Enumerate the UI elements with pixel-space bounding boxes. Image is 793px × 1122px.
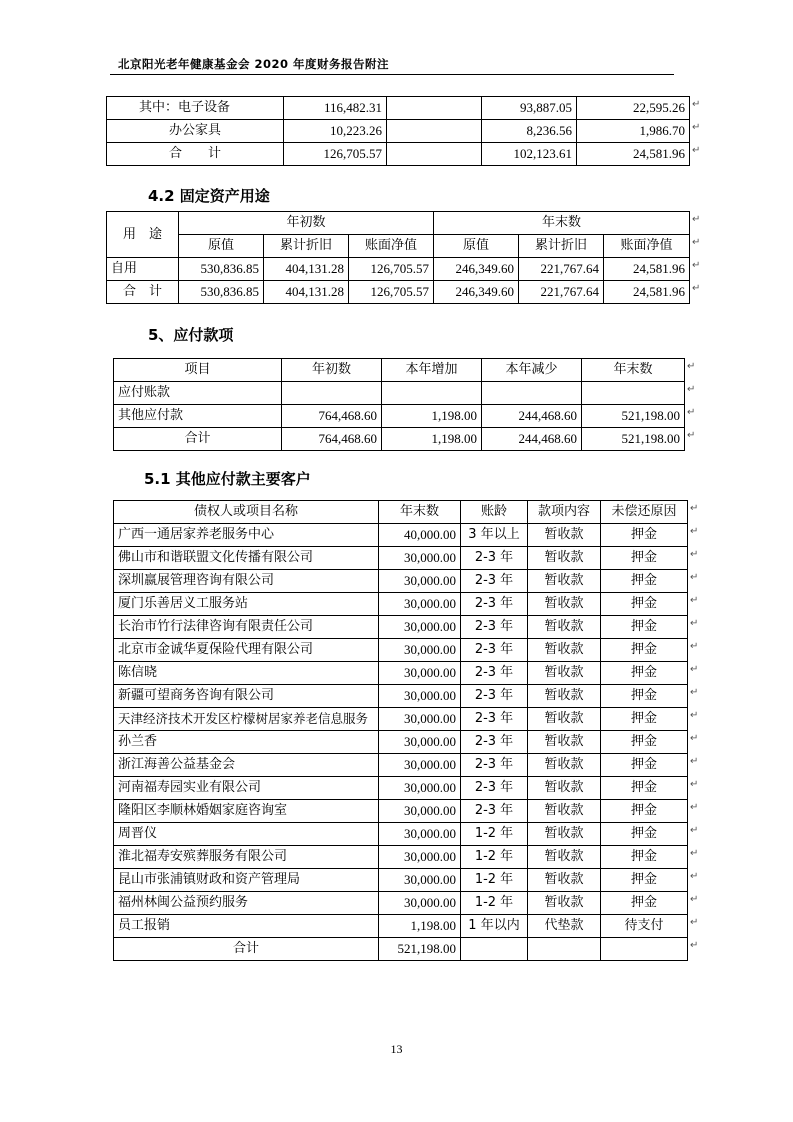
creditor-name: 孙兰香	[114, 731, 379, 754]
reason-cell: 押金	[601, 800, 688, 823]
aging-cell: 3 年以上	[461, 524, 528, 547]
row-end-mark: ↵	[690, 502, 699, 514]
amount-cell: 30,000.00	[379, 662, 461, 685]
row-end-mark: ↵	[692, 121, 701, 133]
content-cell: 暂收款	[528, 708, 601, 731]
aging-cell: 1-2 年	[461, 846, 528, 869]
row-label: 合 计	[107, 281, 179, 304]
aging-cell: 2-3 年	[461, 685, 528, 708]
column-header: 本年增加	[382, 359, 482, 382]
row-end-mark: ↵	[692, 236, 701, 248]
reason-cell: 押金	[601, 570, 688, 593]
creditor-name: 佛山市和谐联盟文化传播有限公司	[114, 547, 379, 570]
beginning-group-header: 年初数	[179, 212, 434, 235]
table-row	[107, 258, 690, 281]
amount-cell: 1,986.70	[577, 120, 690, 143]
aging-cell: 2-3 年	[461, 662, 528, 685]
row-end-mark: ↵	[690, 525, 699, 537]
reason-cell: 押金	[601, 616, 688, 639]
content-cell: 代垫款	[528, 915, 601, 938]
aging-cell: 2-3 年	[461, 708, 528, 731]
content-cell: 暂收款	[528, 869, 601, 892]
reason-cell: 押金	[601, 685, 688, 708]
amount-cell: 30,000.00	[379, 754, 461, 777]
amount-cell: 1,198.00	[382, 405, 482, 428]
amount-cell: 93,887.05	[482, 97, 577, 120]
amount-cell: 30,000.00	[379, 846, 461, 869]
row-end-mark: ↵	[690, 870, 699, 882]
row-end-mark: ↵	[692, 259, 701, 271]
amount-cell: 102,123.61	[482, 143, 577, 166]
amount-cell: 40,000.00	[379, 524, 461, 547]
aging-cell: 2-3 年	[461, 800, 528, 823]
row-end-mark: ↵	[687, 429, 696, 441]
row-label: 其他应付款	[114, 405, 282, 428]
aging-cell: 1-2 年	[461, 823, 528, 846]
table-row	[114, 685, 688, 708]
content-cell: 暂收款	[528, 616, 601, 639]
row-end-mark: ↵	[687, 406, 696, 418]
table-row	[107, 97, 690, 120]
aging-cell: 2-3 年	[461, 754, 528, 777]
table-row	[107, 143, 690, 166]
content-cell: 暂收款	[528, 892, 601, 915]
aging-cell	[461, 938, 528, 961]
amount-cell: 30,000.00	[379, 570, 461, 593]
row-label: 自用	[107, 258, 179, 281]
column-header: 原值	[179, 235, 264, 258]
reason-cell: 押金	[601, 524, 688, 547]
reason-cell: 押金	[601, 846, 688, 869]
column-header: 款项内容	[528, 501, 601, 524]
table-row	[114, 662, 688, 685]
reason-cell: 押金	[601, 662, 688, 685]
creditor-name: 合计	[114, 938, 379, 961]
table-header-row	[107, 235, 690, 258]
content-cell: 暂收款	[528, 593, 601, 616]
amount-cell: 521,198.00	[379, 938, 461, 961]
row-end-mark: ↵	[690, 755, 699, 767]
aging-cell: 2-3 年	[461, 547, 528, 570]
content-cell: 暂收款	[528, 731, 601, 754]
row-end-mark: ↵	[690, 916, 699, 928]
row-end-mark: ↵	[687, 360, 696, 372]
table-row	[114, 800, 688, 823]
row-end-mark: ↵	[692, 98, 701, 110]
amount-cell: 22,595.26	[577, 97, 690, 120]
amount-cell: 244,468.60	[482, 428, 582, 451]
column-header: 年末数	[379, 501, 461, 524]
amount-cell: 30,000.00	[379, 708, 461, 731]
amount-cell: 244,468.60	[482, 405, 582, 428]
creditor-name: 北京市金诚华夏保险代理有限公司	[114, 639, 379, 662]
column-header: 本年减少	[482, 359, 582, 382]
creditor-name: 浙江海善公益基金会	[114, 754, 379, 777]
reason-cell: 押金	[601, 547, 688, 570]
amount-cell: 221,767.64	[519, 258, 604, 281]
amount-cell: 246,349.60	[434, 258, 519, 281]
creditor-name: 长治市竹行法律咨询有限责任公司	[114, 616, 379, 639]
row-end-mark: ↵	[690, 617, 699, 629]
amount-cell: 764,468.60	[282, 428, 382, 451]
amount-cell: 30,000.00	[379, 800, 461, 823]
column-header: 未偿还原因	[601, 501, 688, 524]
amount-cell: 530,836.85	[179, 281, 264, 304]
amount-cell: 221,767.64	[519, 281, 604, 304]
amount-cell	[387, 143, 482, 166]
amount-cell: 10,223.26	[284, 120, 387, 143]
amount-cell: 30,000.00	[379, 616, 461, 639]
amount-cell: 116,482.31	[284, 97, 387, 120]
page-number: 13	[390, 1042, 403, 1056]
creditor-name: 广西一通居家养老服务中心	[114, 524, 379, 547]
content-cell: 暂收款	[528, 524, 601, 547]
amount-cell: 246,349.60	[434, 281, 519, 304]
amount-cell	[387, 97, 482, 120]
table-header-row	[114, 359, 685, 382]
amount-cell: 30,000.00	[379, 547, 461, 570]
content-cell: 暂收款	[528, 800, 601, 823]
table-row	[114, 915, 688, 938]
aging-cell: 2-3 年	[461, 777, 528, 800]
reason-cell: 押金	[601, 708, 688, 731]
amount-cell	[382, 382, 482, 405]
amount-cell: 521,198.00	[582, 428, 685, 451]
row-label: 应付账款	[114, 382, 282, 405]
row-end-mark: ↵	[692, 282, 701, 294]
content-cell	[528, 938, 601, 961]
column-header: 年末数	[582, 359, 685, 382]
creditor-name: 昆山市张浦镇财政和资产管理局	[114, 869, 379, 892]
row-end-mark: ↵	[687, 383, 696, 395]
column-header: 账面净值	[604, 235, 690, 258]
reason-cell: 押金	[601, 777, 688, 800]
table-row	[114, 382, 685, 405]
row-label: 办公家具	[107, 120, 284, 143]
section-5-1-heading: 5.1 其他应付款主要客户	[144, 470, 311, 488]
aging-cell: 2-3 年	[461, 593, 528, 616]
amount-cell: 24,581.96	[604, 258, 690, 281]
column-header: 账龄	[461, 501, 528, 524]
creditor-name: 员工报销	[114, 915, 379, 938]
other-payables-customers-table	[113, 500, 688, 961]
row-end-mark: ↵	[692, 213, 701, 225]
content-cell: 暂收款	[528, 662, 601, 685]
amount-cell: 404,131.28	[264, 281, 349, 304]
table-row	[114, 777, 688, 800]
amount-cell: 126,705.57	[349, 281, 434, 304]
column-header: 债权人或项目名称	[114, 501, 379, 524]
column-header: 累计折旧	[264, 235, 349, 258]
table-row	[107, 120, 690, 143]
reason-cell: 押金	[601, 593, 688, 616]
creditor-name: 天津经济技术开发区柠檬树居家养老信息服务	[114, 708, 379, 731]
reason-cell: 押金	[601, 823, 688, 846]
row-end-mark: ↵	[690, 571, 699, 583]
creditor-name: 福州林闽公益预约服务	[114, 892, 379, 915]
amount-cell	[482, 382, 582, 405]
row-end-mark: ↵	[690, 939, 699, 951]
table-row	[114, 639, 688, 662]
row-end-mark: ↵	[690, 709, 699, 721]
aging-cell: 1 年以内	[461, 915, 528, 938]
table-row	[114, 616, 688, 639]
row-end-mark: ↵	[690, 640, 699, 652]
table-header-row	[114, 501, 688, 524]
row-end-mark: ↵	[690, 663, 699, 675]
aging-cell: 1-2 年	[461, 869, 528, 892]
amount-cell: 30,000.00	[379, 639, 461, 662]
reason-cell: 押金	[601, 731, 688, 754]
header-divider	[110, 74, 674, 75]
amount-cell	[282, 382, 382, 405]
table-row	[114, 754, 688, 777]
creditor-name: 深圳嬴展管理咨询有限公司	[114, 570, 379, 593]
column-header: 累计折旧	[519, 235, 604, 258]
amount-cell	[387, 120, 482, 143]
reason-cell: 押金	[601, 754, 688, 777]
table-row	[107, 281, 690, 304]
amount-cell: 764,468.60	[282, 405, 382, 428]
column-header: 原值	[434, 235, 519, 258]
amount-cell: 30,000.00	[379, 869, 461, 892]
row-end-mark: ↵	[690, 686, 699, 698]
amount-cell: 30,000.00	[379, 892, 461, 915]
row-end-mark: ↵	[690, 548, 699, 560]
report-header-title: 北京阳光老年健康基金会 2020 年度财务报告附注	[118, 57, 390, 71]
row-end-mark: ↵	[690, 893, 699, 905]
amount-cell: 404,131.28	[264, 258, 349, 281]
row-end-mark: ↵	[690, 801, 699, 813]
amount-cell: 30,000.00	[379, 593, 461, 616]
amount-cell: 530,836.85	[179, 258, 264, 281]
reason-cell	[601, 938, 688, 961]
row-end-mark: ↵	[690, 847, 699, 859]
amount-cell: 24,581.96	[604, 281, 690, 304]
table-row	[114, 731, 688, 754]
table-row	[114, 892, 688, 915]
row-label: 合计	[114, 428, 282, 451]
fixed-asset-detail-table	[106, 96, 690, 166]
table-row	[114, 823, 688, 846]
content-cell: 暂收款	[528, 823, 601, 846]
amount-cell: 521,198.00	[582, 405, 685, 428]
amount-cell: 30,000.00	[379, 731, 461, 754]
creditor-name: 厦门乐善居义工服务站	[114, 593, 379, 616]
reason-cell: 押金	[601, 639, 688, 662]
amount-cell: 24,581.96	[577, 143, 690, 166]
section-4-2-heading: 4.2 固定资产用途	[148, 187, 270, 205]
table-row	[114, 524, 688, 547]
amount-cell: 1,198.00	[379, 915, 461, 938]
fixed-asset-use-table	[106, 211, 690, 304]
use-header: 用 途	[107, 212, 179, 258]
reason-cell: 押金	[601, 892, 688, 915]
content-cell: 暂收款	[528, 570, 601, 593]
row-end-mark: ↵	[692, 144, 701, 156]
amount-cell	[582, 382, 685, 405]
content-cell: 暂收款	[528, 777, 601, 800]
row-end-mark: ↵	[690, 732, 699, 744]
column-header: 年初数	[282, 359, 382, 382]
amount-cell: 30,000.00	[379, 777, 461, 800]
creditor-name: 周晋仪	[114, 823, 379, 846]
creditor-name: 隆阳区李顺林婚姻家庭咨询室	[114, 800, 379, 823]
table-row	[114, 708, 688, 731]
aging-cell: 2-3 年	[461, 639, 528, 662]
content-cell: 暂收款	[528, 846, 601, 869]
table-row	[114, 846, 688, 869]
reason-cell: 押金	[601, 869, 688, 892]
payables-table	[113, 358, 685, 451]
ending-group-header: 年末数	[434, 212, 690, 235]
table-row	[114, 405, 685, 428]
creditor-name: 河南福寿园实业有限公司	[114, 777, 379, 800]
reason-cell: 待支付	[601, 915, 688, 938]
amount-cell: 1,198.00	[382, 428, 482, 451]
aging-cell: 1-2 年	[461, 892, 528, 915]
row-label: 合 计	[107, 143, 284, 166]
row-label: 其中：电子设备	[107, 97, 284, 120]
amount-cell: 126,705.57	[284, 143, 387, 166]
amount-cell: 30,000.00	[379, 823, 461, 846]
creditor-name: 淮北福寿安殡葬服务有限公司	[114, 846, 379, 869]
table-row	[114, 428, 685, 451]
table-row	[114, 570, 688, 593]
column-header: 账面净值	[349, 235, 434, 258]
creditor-name: 陈信晓	[114, 662, 379, 685]
aging-cell: 2-3 年	[461, 570, 528, 593]
row-end-mark: ↵	[690, 778, 699, 790]
creditor-name: 新疆可望商务咨询有限公司	[114, 685, 379, 708]
amount-cell: 126,705.57	[349, 258, 434, 281]
section-5-heading: 5、应付款项	[148, 326, 234, 344]
table-row	[114, 547, 688, 570]
table-row	[114, 593, 688, 616]
content-cell: 暂收款	[528, 685, 601, 708]
aging-cell: 2-3 年	[461, 616, 528, 639]
row-end-mark: ↵	[690, 594, 699, 606]
table-row	[114, 938, 688, 961]
row-end-mark: ↵	[690, 824, 699, 836]
table-row	[114, 869, 688, 892]
content-cell: 暂收款	[528, 754, 601, 777]
content-cell: 暂收款	[528, 547, 601, 570]
amount-cell: 30,000.00	[379, 685, 461, 708]
content-cell: 暂收款	[528, 639, 601, 662]
aging-cell: 2-3 年	[461, 731, 528, 754]
column-header: 项目	[114, 359, 282, 382]
amount-cell: 8,236.56	[482, 120, 577, 143]
